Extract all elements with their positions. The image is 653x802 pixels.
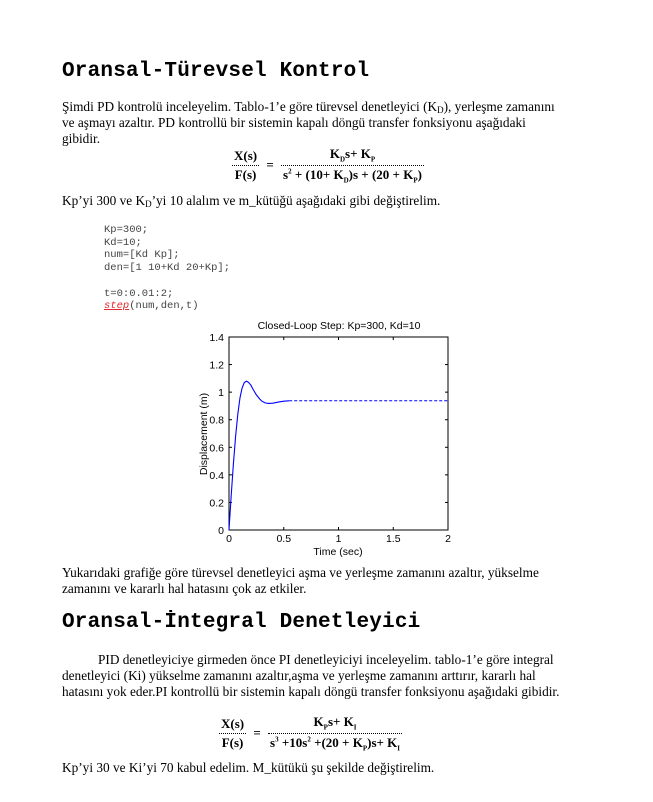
pd-transfer-function — [232, 146, 424, 184]
pd-conclusion-line-2: zamanını ve kararlı hal hatasını çok az etkiler. — [62, 581, 307, 596]
formula-rhs — [268, 714, 402, 752]
pd-intro-line-1 — [62, 99, 602, 115]
pi-transfer-function — [219, 714, 402, 752]
y-tick-label: 1.2 — [209, 359, 224, 372]
text: K — [313, 714, 324, 729]
x-axis-label: Time (sec) — [313, 546, 363, 558]
x-tick-label: 0.5 — [276, 533, 292, 545]
x-tick-label: 0 — [226, 533, 232, 545]
subscript: P — [370, 155, 376, 164]
formula-rhs-numerator — [281, 146, 424, 166]
code-line: t=0:0.01:2; — [104, 287, 174, 300]
subscript: D — [343, 176, 349, 185]
y-axis-label: Displacement (m) — [198, 392, 210, 476]
formula-equals: = — [266, 157, 274, 173]
text: s+ K — [327, 714, 354, 729]
y-tick-label: 0.6 — [209, 442, 224, 455]
formula-rhs-numerator — [268, 714, 402, 734]
superscript: 2 — [288, 167, 292, 176]
text: ’yi 10 alalım ve m_kütüğü aşağıdaki gibi değiştirelim. — [151, 193, 441, 208]
pd-parameter-line — [62, 193, 602, 209]
text: Kp’yi 300 ve K — [62, 193, 146, 208]
section-heading-pi: Oransal-İntegral Denetleyici — [62, 611, 421, 634]
formula-lhs-numerator: X(s) — [232, 148, 259, 166]
code-line: num=[Kd Kp]; — [104, 249, 180, 262]
subscript: D — [339, 155, 346, 164]
pi-parameter-line: Kp’yi 30 ve Ki’yi 70 kabul edelim. M_kütükü şu şekilde değiştirelim. — [62, 760, 435, 775]
code-line: den=[1 10+Kd 20+Kp]; — [104, 262, 231, 275]
subscript: I — [397, 744, 401, 753]
x-tick-label: 2 — [445, 533, 451, 545]
y-tick-label: 1 — [218, 387, 224, 400]
text: s — [283, 166, 289, 182]
code-line: Kp=300; — [104, 224, 149, 236]
formula-equals: = — [253, 725, 261, 741]
chart-title: Closed-Loop Step: Kp=300, Kd=10 — [257, 320, 421, 332]
code-keyword-step: step — [104, 300, 130, 313]
text: Şimdi PD kontrolü inceleyelim. Tablo-1’e göre türevsel denetleyici (K — [62, 99, 438, 114]
pi-intro-paragraph — [62, 652, 602, 700]
superscript: 2 — [307, 735, 311, 744]
pi-intro-line-3: hatasını yok eder.PI kontrollü bir sistemin kapalı döngü transfer fonksiyonu aşağıdaki gibidir. — [62, 684, 560, 699]
text: )s+ K — [367, 734, 398, 750]
subscript: P — [362, 744, 368, 753]
x-tick-label: 1 — [335, 533, 342, 545]
pd-intro-line-2: ve aşmayı azaltır. PD kontrollü bir sistemin kapalı döngü transfer fonksiyonu aşağıdaki — [62, 115, 526, 130]
pd-intro-line-3: gibidir. — [62, 131, 101, 146]
text: s — [270, 734, 276, 750]
formula-lhs-numerator: X(s) — [219, 716, 246, 734]
text: ), yerleşme zamanını — [443, 99, 555, 114]
text: K — [329, 146, 340, 161]
text: + (10+ K — [291, 166, 344, 182]
pd-conclusion-line-1: Yukarıdaki grafiğe göre türevsel denetleyici aşma ve yerleşme zamanını azaltır, yükselme — [62, 565, 539, 580]
pd-intro-paragraph — [62, 99, 602, 147]
subscript: D — [437, 105, 444, 115]
text: ) — [417, 166, 422, 182]
formula-lhs-denominator: F(s) — [221, 734, 244, 750]
text: (num,den,t) — [129, 300, 199, 313]
formula-rhs — [281, 146, 424, 184]
subscript: P — [413, 176, 418, 185]
subscript: P — [323, 723, 328, 732]
step-response-chart — [190, 315, 470, 560]
pd-conclusion-paragraph — [62, 565, 602, 597]
pi-intro-line-1: PID denetleyiciye girmeden önce PI denetleyiciyi inceleyelim. tablo-1’e göre integral — [98, 652, 554, 667]
subscript: I — [353, 723, 357, 732]
text: s+ K — [345, 146, 371, 161]
text: )s + (20 + K — [348, 166, 414, 182]
text: +10s — [278, 734, 308, 750]
y-tick-label: 1.4 — [209, 332, 224, 344]
plot-area — [229, 337, 448, 530]
formula-lhs — [232, 148, 259, 183]
code-line: Kd=10; — [104, 236, 142, 249]
formula-rhs-denominator — [268, 734, 402, 753]
x-tick-label: 1.5 — [385, 533, 401, 545]
formula-lhs-denominator: F(s) — [234, 166, 257, 182]
y-tick-label: 0.8 — [209, 414, 224, 427]
code-line — [104, 300, 230, 313]
pi-intro-line-2: denetleyici (Ki) yükselme zamanını azaltır,aşma ve yerleşme zamanını arttırır, kararlı hal — [62, 668, 536, 683]
subscript: D — [145, 199, 152, 209]
y-tick-label: 0.2 — [209, 497, 224, 510]
formula-rhs-denominator — [281, 166, 424, 185]
y-tick-label: 0 — [218, 525, 224, 537]
y-tick-label: 0.4 — [209, 469, 224, 482]
matlab-code-block — [104, 224, 230, 313]
section-heading-pd: Oransal-Türevsel Kontrol — [62, 60, 370, 83]
superscript: 3 — [275, 735, 279, 744]
text: +(20 + K — [310, 734, 363, 750]
formula-lhs — [219, 716, 246, 751]
